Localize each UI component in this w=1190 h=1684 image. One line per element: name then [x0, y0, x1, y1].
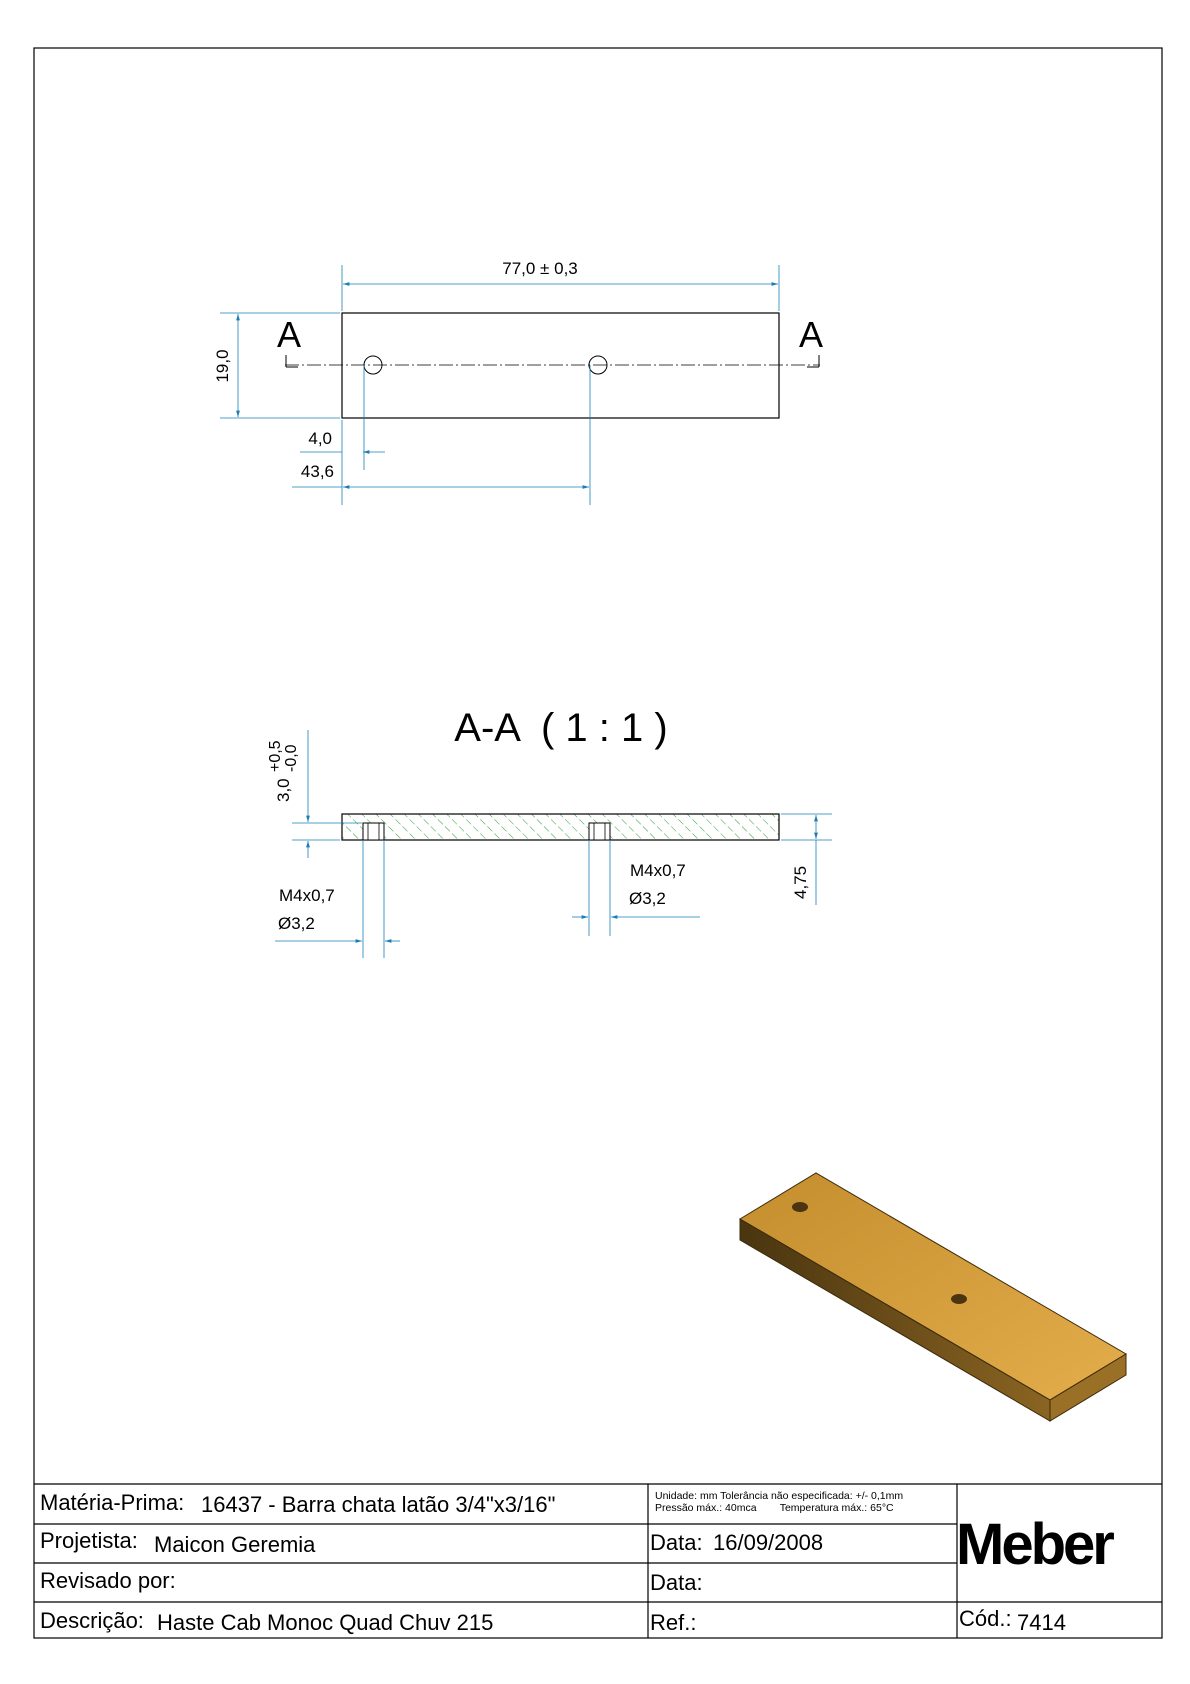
- height-dim-text: 4,75: [791, 865, 810, 899]
- hole1-dim-text: 4,0: [308, 429, 332, 448]
- descricao-value: Haste Cab Monoc Quad Chuv 215: [157, 1610, 494, 1635]
- data-label: Data:: [650, 1530, 703, 1555]
- materia-value: 16437 - Barra chata latão 3/4"x3/16": [201, 1492, 556, 1517]
- materia-label: Matéria-Prima:: [40, 1490, 185, 1515]
- cod-label: Cód.:: [959, 1606, 1012, 1631]
- thickness-tol-plus: +0,5: [267, 740, 284, 772]
- right-diameter-text: Ø3,2: [629, 889, 666, 908]
- iso-hole-2: [951, 1294, 967, 1304]
- thickness-dim-text: 3,0: [274, 778, 293, 802]
- hole2-dim-text: 43,6: [300, 462, 334, 481]
- left-diameter-text: Ø3,2: [278, 914, 315, 933]
- bar-outline-top: [342, 313, 779, 418]
- left-thread-text: M4x0,7: [279, 886, 335, 905]
- section-mark-right: A: [799, 314, 824, 355]
- tapped-hole-1: [363, 823, 384, 840]
- notes-line-2: Pressão máx.: 40mca Temperatura máx.: 65°C: [655, 1502, 894, 1514]
- section-body: [342, 814, 779, 840]
- iso-hole-1: [792, 1202, 808, 1212]
- cod-value: 7414: [1017, 1610, 1066, 1635]
- projetista-value: Maicon Geremia: [154, 1532, 316, 1557]
- notes-line-1: Unidade: mm Tolerância não especificada: +/- 0,1mm: [655, 1490, 904, 1502]
- right-thread-text: M4x0,7: [630, 861, 686, 880]
- sheet-frame: [34, 48, 1162, 1638]
- meber-logo: Meber: [956, 1512, 1112, 1577]
- tapped-hole-2: [589, 823, 610, 840]
- descricao-label: Descrição:: [40, 1608, 144, 1633]
- width-dim-text: 19,0: [213, 349, 232, 383]
- ref-label: Ref.:: [650, 1610, 697, 1635]
- projetista-label: Projetista:: [40, 1528, 138, 1553]
- length-dim-text: 77,0 ± 0,3: [502, 259, 578, 278]
- thickness-tol-minus: -0,0: [283, 744, 300, 772]
- data2-label: Data:: [650, 1570, 703, 1595]
- revisado-label: Revisado por:: [40, 1568, 176, 1593]
- section-title: A-A ( 1 : 1 ): [454, 706, 668, 750]
- section-mark-left: A: [277, 314, 302, 355]
- top-view: [213, 259, 823, 505]
- section-view: [267, 706, 832, 958]
- isometric-view: [740, 1173, 1126, 1421]
- data-value: 16/09/2008: [713, 1530, 824, 1555]
